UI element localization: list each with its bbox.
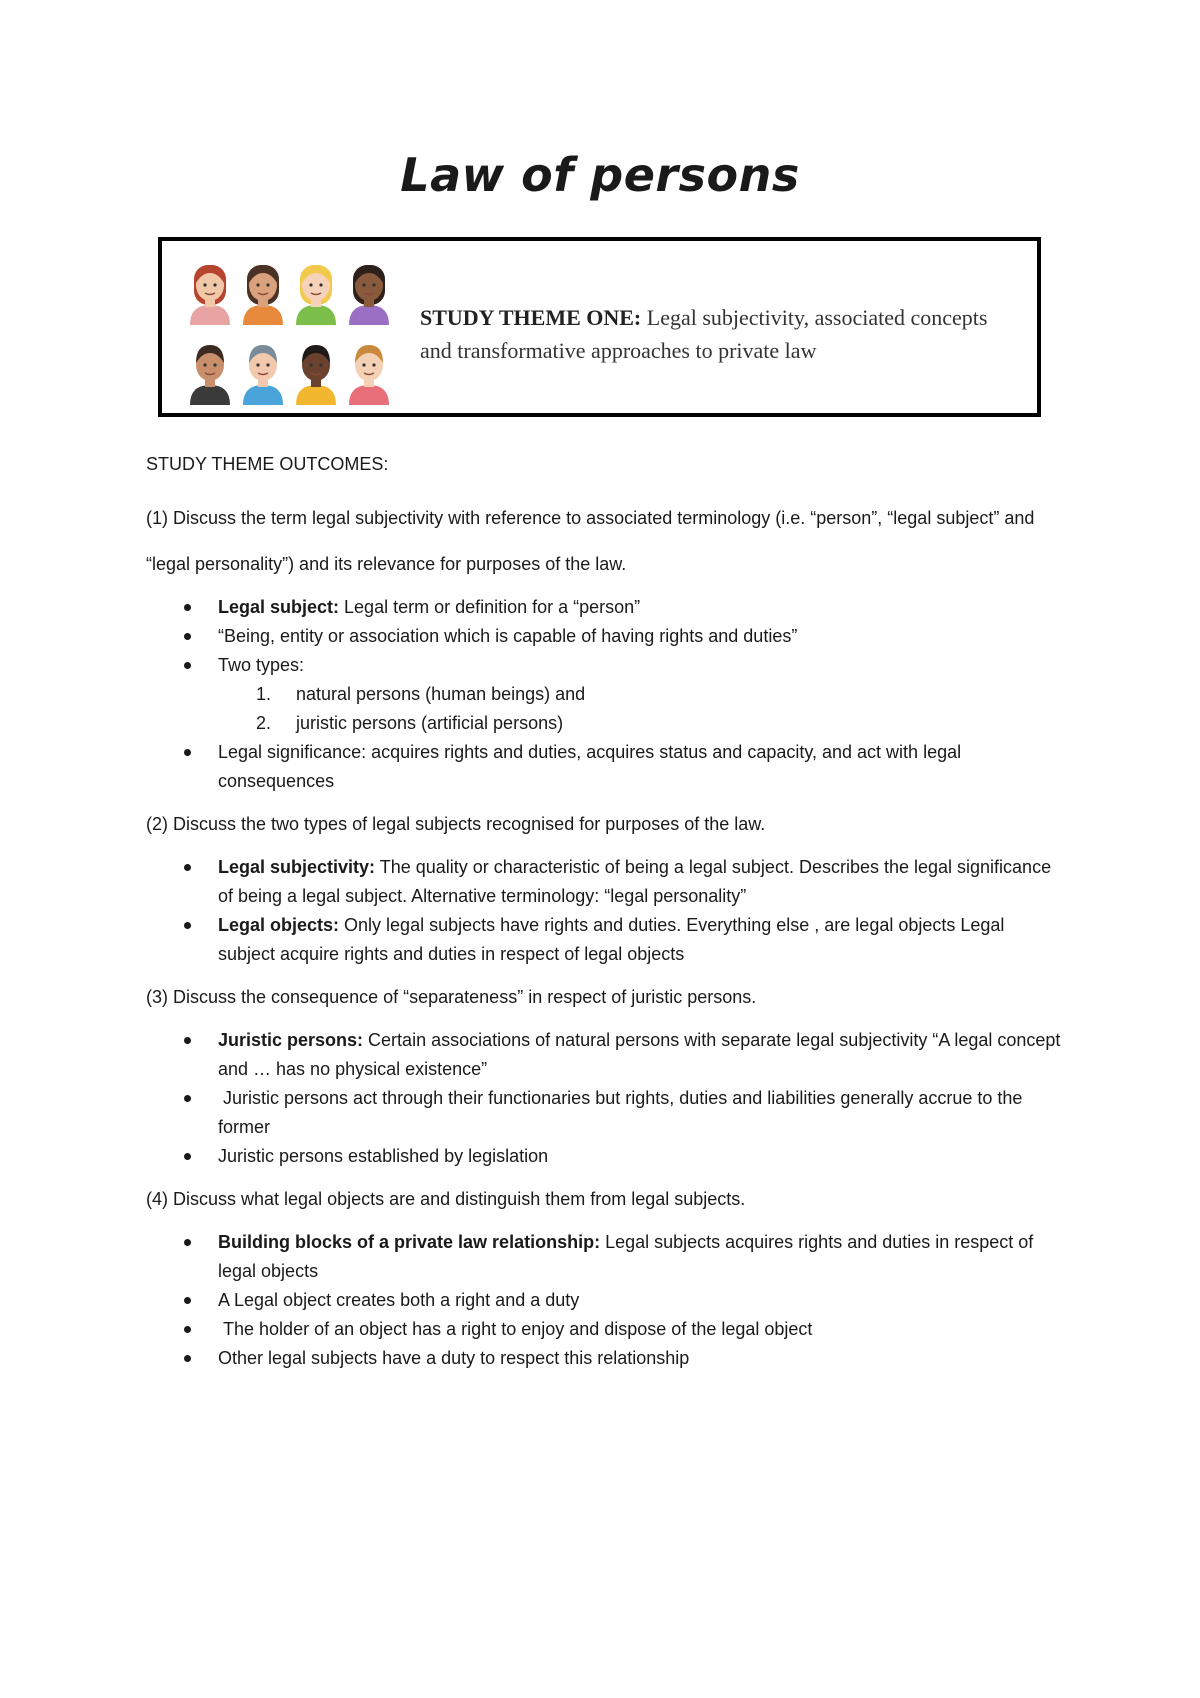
outcomes-heading: STUDY THEME OUTCOMES: bbox=[146, 454, 389, 474]
list-item bbox=[146, 1084, 1066, 1142]
person-avatar-icon bbox=[239, 335, 287, 405]
page-title: Law of persons bbox=[400, 148, 800, 202]
numbered-item bbox=[218, 680, 1066, 709]
person-avatar-icon bbox=[292, 255, 340, 325]
bullet-term: Building blocks of a private law relationship: bbox=[218, 1232, 601, 1252]
list-item bbox=[146, 1344, 1066, 1373]
list-item bbox=[146, 593, 1066, 622]
person-avatar-icon bbox=[345, 335, 393, 405]
bullet-text: Other legal subjects have a duty to respect this relationship bbox=[218, 1348, 690, 1368]
bullet-text: Certain associations of natural persons with separate legal subjectivity “A legal concept and … has no physical existence” bbox=[218, 1030, 1066, 1079]
bullet-term: Legal subject: bbox=[218, 597, 340, 617]
people-avatars-illustration bbox=[186, 255, 396, 405]
list-item bbox=[146, 911, 1066, 969]
outcome-4: (4) Discuss what legal objects are and distinguish them from legal subjects. bbox=[146, 1189, 746, 1209]
outcome-3-bullets bbox=[146, 1026, 1066, 1171]
bullet-icon bbox=[184, 1297, 191, 1304]
bullet-text: Only legal subjects have rights and duties. Everything else , are legal objects Legal subject acquire rights and duties in respect of legal objects bbox=[218, 915, 1010, 964]
bullet-icon bbox=[184, 633, 191, 640]
study-theme-banner bbox=[158, 237, 1041, 417]
bullet-text: A Legal object creates both a right and a duty bbox=[218, 1290, 580, 1310]
bullet-text: The quality or characteristic of being a legal subject. Describes the legal significance of being a legal subject. Alternative terminology: “legal personality” bbox=[218, 857, 1057, 906]
outcomes-sections bbox=[146, 495, 1066, 1373]
list-item bbox=[146, 1315, 1066, 1344]
item-text: natural persons (human beings) and bbox=[296, 684, 586, 704]
study-theme-description: Legal subjectivity, associated concepts and transformative approaches to private law bbox=[420, 305, 988, 363]
study-theme-text bbox=[420, 301, 1020, 367]
item-number: 1. bbox=[256, 684, 272, 704]
outcome-1-bullets bbox=[146, 593, 1066, 796]
numbered-item bbox=[218, 709, 1066, 738]
bullet-text: Juristic persons act through their functionaries but rights, duties and liabilities generally accrue to the former bbox=[218, 1088, 1028, 1137]
person-avatar-icon bbox=[292, 335, 340, 405]
bullet-text: “Being, entity or association which is capable of having rights and duties” bbox=[218, 626, 798, 646]
outcome-3: (3) Discuss the consequence of “separateness” in respect of juristic persons. bbox=[146, 987, 757, 1007]
bullet-icon bbox=[184, 1037, 191, 1044]
item-number: 2. bbox=[256, 713, 272, 733]
document-body bbox=[146, 450, 1066, 1387]
outcome-2-bullets bbox=[146, 853, 1066, 969]
bullet-text: Legal subjects acquires rights and duties in respect of legal objects bbox=[218, 1232, 1039, 1281]
list-item bbox=[146, 1142, 1066, 1171]
bullet-icon bbox=[184, 604, 191, 611]
person-avatar-icon bbox=[239, 255, 287, 325]
person-avatar-icon bbox=[186, 335, 234, 405]
person-avatar-icon bbox=[345, 255, 393, 325]
bullet-icon bbox=[184, 1355, 191, 1362]
person-avatar-icon bbox=[186, 255, 234, 325]
bullet-text: Two types: bbox=[218, 655, 305, 675]
list-item bbox=[146, 651, 1066, 738]
bullet-icon bbox=[184, 749, 191, 756]
list-item bbox=[146, 853, 1066, 911]
list-item bbox=[146, 622, 1066, 651]
bullet-icon bbox=[184, 1326, 191, 1333]
item-text: juristic persons (artificial persons) bbox=[296, 713, 564, 733]
numbered-sublist bbox=[218, 680, 1066, 738]
bullet-text: Juristic persons established by legislation bbox=[218, 1146, 549, 1166]
bullet-text: Legal term or definition for a “person” bbox=[339, 597, 641, 617]
bullet-term: Juristic persons: bbox=[218, 1030, 364, 1050]
list-item bbox=[146, 1228, 1066, 1286]
outcome-1: (1) Discuss the term legal subjectivity with reference to associated terminology (i.e. “person”, “legal subject” and “legal personality”) and its relevance for purposes of the law. bbox=[146, 508, 1035, 574]
bullet-term: Legal objects: bbox=[218, 915, 340, 935]
bullet-icon bbox=[184, 662, 191, 669]
bullet-icon bbox=[184, 1095, 191, 1102]
list-item bbox=[146, 738, 1066, 796]
bullet-text: The holder of an object has a right to enjoy and dispose of the legal object bbox=[218, 1319, 813, 1339]
bullet-term: Legal subjectivity: bbox=[218, 857, 376, 877]
bullet-icon bbox=[184, 1239, 191, 1246]
bullet-icon bbox=[184, 922, 191, 929]
study-theme-label: STUDY THEME ONE: bbox=[420, 305, 642, 330]
outcome-4-bullets bbox=[146, 1228, 1066, 1373]
bullet-text: Legal significance: acquires rights and duties, acquires status and capacity, and act with legal consequences bbox=[218, 742, 967, 791]
list-item bbox=[146, 1286, 1066, 1315]
list-item bbox=[146, 1026, 1066, 1084]
outcome-2: (2) Discuss the two types of legal subjects recognised for purposes of the law. bbox=[146, 814, 766, 834]
bullet-icon bbox=[184, 1153, 191, 1160]
bullet-icon bbox=[184, 864, 191, 871]
